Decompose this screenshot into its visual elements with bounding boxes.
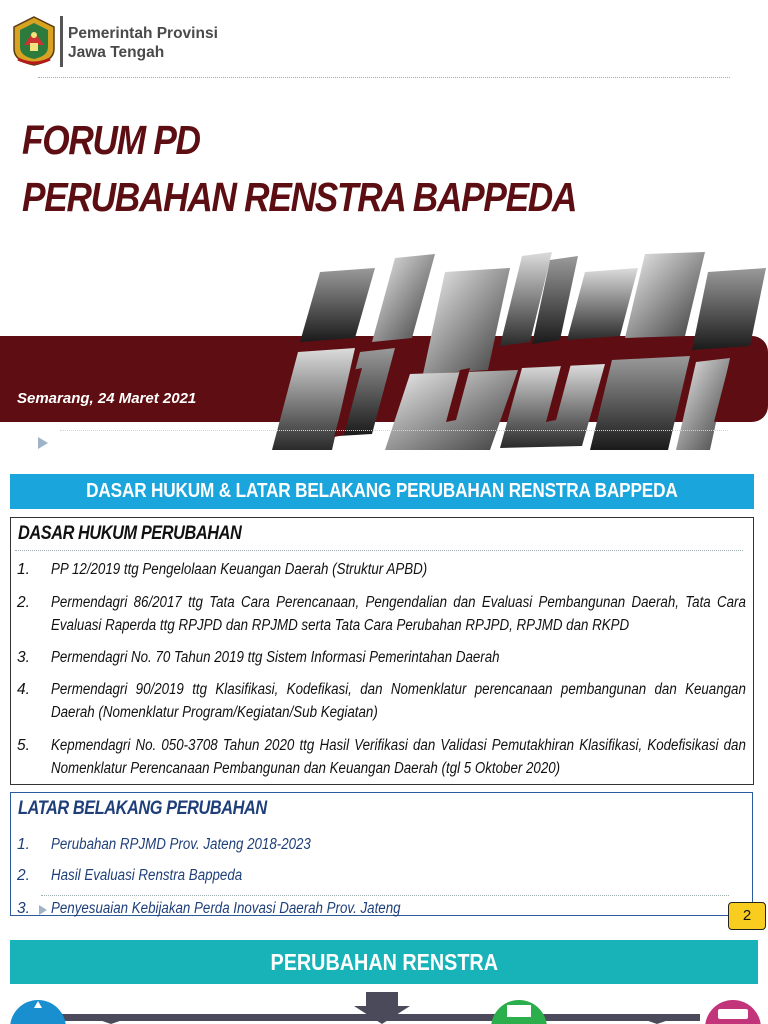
legal-basis-box — [10, 517, 754, 785]
background-title: LATAR BELAKANG PERUBAHAN — [18, 798, 267, 819]
process-flow — [0, 992, 768, 1024]
organization-name — [68, 24, 218, 62]
title-slide — [0, 0, 768, 460]
play-arrow-icon — [38, 437, 48, 449]
event-date: Semarang, 24 Maret 2021 — [17, 390, 197, 407]
divider — [15, 550, 743, 551]
item-text: Perubahan RPJMD Prov. Jateng 2018-2023 — [51, 836, 311, 853]
item-text: PP 12/2019 ttg Pengelolaan Keuangan Daerah (Struktur APBD) — [51, 561, 428, 578]
item-text: Permendagri 90/2019 ttg Klasifikasi, Kodefikasi, dan Nomenklatur perencanaan pembangunan dan Keuangan Daerah (Nomenklatur Program/Kegiatan/Sub Kegiatan) — [51, 681, 746, 721]
renstra-change-slide — [0, 932, 768, 1024]
photo-car — [423, 268, 510, 374]
title-line-2: PERUBAHAN RENSTRA BAPPEDA — [22, 174, 577, 220]
item-number: 4. — [17, 681, 30, 698]
photo-bus — [372, 254, 435, 342]
background-box — [10, 792, 753, 916]
play-arrow-icon — [39, 905, 47, 915]
slide-header — [10, 474, 754, 509]
legal-basis-slide — [0, 462, 768, 932]
item-text: Permendagri No. 70 Tahun 2019 ttg Sistem Informasi Pemerintahan Daerah — [51, 649, 500, 666]
item-number: 3. — [17, 649, 30, 666]
divider — [38, 77, 730, 78]
item-number: 2. — [17, 594, 30, 611]
photo-office — [625, 252, 705, 338]
item-text: Penyesuaian Kebijakan Perda Inovasi Daerah Prov. Jateng — [51, 900, 401, 917]
photo-school — [692, 268, 766, 350]
item-number: 2. — [17, 867, 30, 884]
item-text: Permendagri 86/2017 ttg Tata Cara Perencanaan, Pengendalian dan Evaluasi Pembangunan Daerah, Tata Cara Evaluasi Raperda ttg RPJPD dan RPJMD serta Tata Cara Perubahan RPJPD, RPJMD dan RKPD — [51, 594, 746, 634]
item-number: 1. — [17, 836, 30, 853]
item-text: Hasil Evaluasi Renstra Bappeda — [51, 867, 243, 884]
slide-title — [22, 112, 576, 226]
org-line-2: Jawa Tengah — [68, 44, 165, 61]
org-line-1: Pemerintah Provinsi — [68, 25, 218, 42]
divider — [41, 895, 729, 896]
flow-stem — [366, 992, 398, 1006]
provincial-emblem-icon — [10, 15, 58, 67]
item-number: 1. — [17, 561, 30, 578]
item-number: 5. — [17, 737, 30, 754]
item-text: Kepmendagri No. 050-3708 Tahun 2020 ttg Hasil Verifikasi dan Validasi Pemutakhiran Klasifikasi, Kodefisikasi dan Nomenklatur Perencanaan Pembangunan dan Keuangan Daerah (tgl 5 Oktober 2020) — [51, 737, 746, 777]
slide-header — [10, 940, 758, 984]
photo-port — [590, 356, 690, 450]
legal-basis-title: DASAR HUKUM PERUBAHAN — [18, 523, 242, 544]
item-number: 3. — [17, 900, 30, 917]
page-number-badge: 2 — [728, 902, 766, 930]
title-line-1: FORUM PD — [22, 117, 200, 163]
slide-header-text: PERUBAHAN RENSTRA — [270, 949, 498, 975]
divider — [60, 430, 728, 431]
date-band-cap — [0, 336, 24, 422]
logo-divider — [60, 16, 63, 67]
slide-header-text: DASAR HUKUM & LATAR BELAKANG PERUBAHAN RENSTRA BAPPEDA — [86, 480, 678, 502]
photo-collage — [260, 250, 768, 455]
photo-market — [300, 268, 375, 342]
